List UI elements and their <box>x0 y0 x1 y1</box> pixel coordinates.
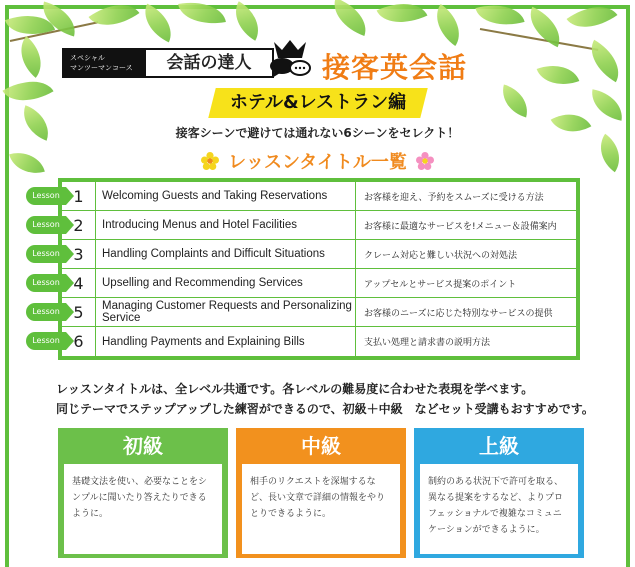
lesson-tag: Lesson <box>26 274 66 292</box>
lesson-number: 5 <box>62 298 96 326</box>
sub-banner <box>212 88 424 118</box>
lesson-number: 4 <box>62 269 96 297</box>
lesson-tag: Lesson <box>26 245 66 263</box>
lesson-title-jp: お客様に最適なサービスを!メニュー＆設備案内 <box>364 221 557 232</box>
course-tag-line1: スペシャル <box>70 54 105 62</box>
lesson-title-jp: お客様のニーズに応じた特別なサービスの提供 <box>364 308 553 319</box>
course-name: 会話の達人 <box>144 48 274 78</box>
level-description: 制約のある状況下で許可を取る、異なる提案をするなど、よりプロフェッショナルで複雑なコミュニケーションができるように。 <box>420 464 578 554</box>
lesson-tag: Lesson <box>26 332 66 350</box>
lesson-list-title: レッスンタイトル一覧 <box>228 152 407 173</box>
note-line-1: レッスンタイトルは、全レベル共通です。各レベルの難易度に合わせた表現を学べます。 <box>56 382 534 396</box>
lesson-number: 6 <box>62 327 96 356</box>
lesson-tag: Lesson <box>26 216 66 234</box>
level-name: 中級 <box>301 434 341 458</box>
level-name: 初級 <box>123 434 163 458</box>
lesson-title-en: Welcoming Guests and Taking Reservations <box>96 182 356 210</box>
speech-bubbles-icon <box>268 38 312 78</box>
lesson-title-jp: お客様を迎え、予約をスムーズに受ける方法 <box>364 192 544 203</box>
lesson-number: 3 <box>62 240 96 268</box>
course-tag <box>62 48 144 78</box>
lesson-title-jp: 支払い処理と請求書の説明方法 <box>364 338 491 348</box>
level-description: 相手のリクエストを深堀するなど、長い文章で詳細の情報をやりとりできるように。 <box>242 464 400 554</box>
lesson-row <box>62 211 576 240</box>
lesson-title-en: Introducing Menus and Hotel Facilities <box>96 211 356 239</box>
level-card-beginner <box>58 428 228 558</box>
lesson-tag: Lesson <box>26 187 66 205</box>
lesson-title-jp: アップセルとサービス提案のポイント <box>364 279 517 290</box>
intro-text: 接客シーンで避けては通れない6シーンをセレクト！ <box>175 126 460 140</box>
lesson-list-heading <box>0 148 635 174</box>
lesson-title-en: Handling Complaints and Difficult Situations <box>96 240 356 268</box>
level-name: 上級 <box>479 434 519 458</box>
flower-icon <box>416 152 434 170</box>
lesson-row <box>62 269 576 298</box>
flower-icon <box>201 152 219 170</box>
lesson-number: 1 <box>62 182 96 210</box>
lesson-table <box>58 178 580 360</box>
level-card-intermediate <box>236 428 406 558</box>
lesson-row <box>62 182 576 211</box>
lesson-title-en: Managing Customer Requests and Personalizing Service <box>96 298 356 326</box>
course-tag-line2: マンツーマンコース <box>70 64 133 72</box>
lesson-row <box>62 240 576 269</box>
lesson-title-jp: クレーム対応と難しい状況への対処法 <box>364 250 518 261</box>
main-title: 接客英会話 <box>322 51 468 84</box>
lesson-row <box>62 327 576 356</box>
lesson-tag: Lesson <box>26 303 66 321</box>
sub-banner-title: ホテル&レストラン編 <box>229 92 407 113</box>
lesson-title-en: Handling Payments and Explaining Bills <box>96 327 356 356</box>
lesson-row <box>62 298 576 327</box>
level-card-advanced <box>414 428 584 558</box>
note-line-2: 同じテーマでステップアップした練習ができるので、初級＋中級 などセット受講もおすすめです。 <box>56 402 594 416</box>
lesson-title-en: Upselling and Recommending Services <box>96 269 356 297</box>
level-description: 基礎文法を使い、必要なことをシンプルに聞いたり答えたりできるように。 <box>64 464 222 554</box>
lesson-number: 2 <box>62 211 96 239</box>
